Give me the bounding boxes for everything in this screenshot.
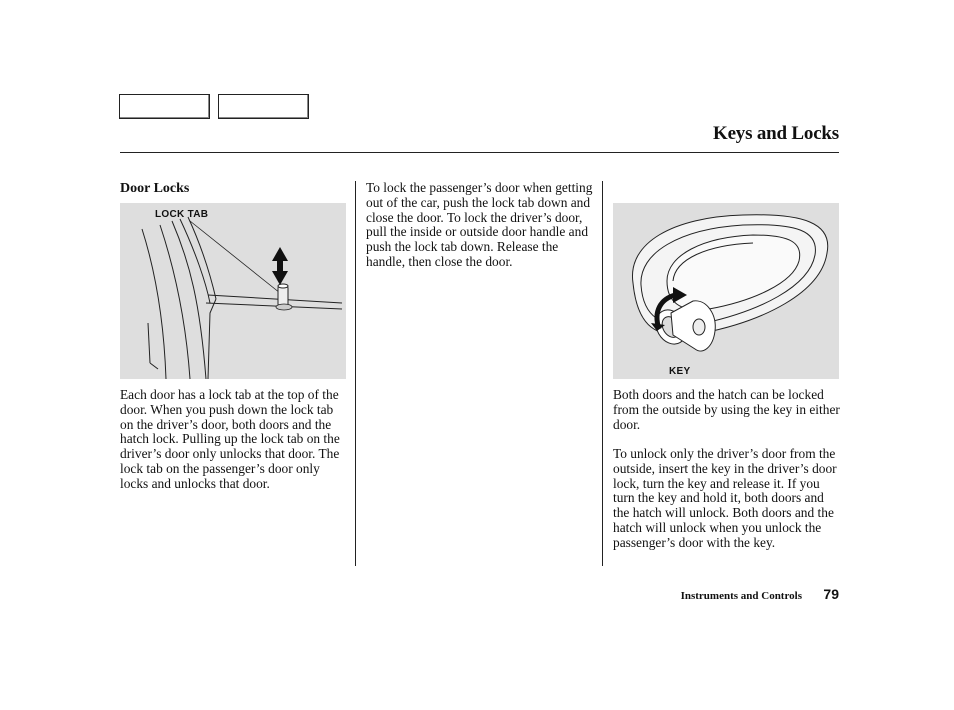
key-label: KEY bbox=[669, 366, 691, 377]
paragraph-lock-passenger-door: To lock the passenger’s door when getting out of the car, push the lock tab down and close the door. To lock the driver’s door, pull the inside or outside door handle and push the lock tab down. Release the handle, then close the door. bbox=[366, 180, 593, 269]
lock-tab-knob bbox=[276, 284, 292, 310]
section-heading: Door Locks bbox=[120, 181, 190, 196]
key-lock-illustration bbox=[613, 203, 839, 379]
paragraph-key-locking: Both doors and the hatch can be locked from the outside by using the key in either door. bbox=[613, 387, 840, 432]
door-lock-tab-drawing bbox=[120, 203, 346, 379]
paragraph-lock-tab: Each door has a lock tab at the top of the door. When you push down the lock tab on the driver’s door, both doors and the hatch lock. Pulling up the lock tab on the driver’s door only unlocks that door. The lock tab on the passenger’s door only locks and unlocks that door. bbox=[120, 387, 340, 491]
column-divider-1 bbox=[355, 181, 356, 566]
lock-tab-label: LOCK TAB bbox=[155, 209, 209, 220]
page-number: 79 bbox=[823, 586, 839, 602]
lock-tab-illustration bbox=[120, 203, 346, 379]
nav-button-next[interactable] bbox=[218, 94, 309, 119]
page-title: Keys and Locks bbox=[712, 123, 839, 144]
nav-button-previous[interactable] bbox=[119, 94, 210, 119]
up-down-arrow-icon bbox=[272, 247, 288, 285]
header-rule bbox=[120, 152, 839, 153]
footer-section-title: Instruments and Controls bbox=[680, 590, 802, 602]
door-handle-key-drawing bbox=[613, 203, 839, 379]
paragraph-unlock-driver-door: To unlock only the driver’s door from the outside, insert the key in the driver’s door lock, turn the key and release it. If you turn the key and hold it, both doors and the hatch will unlock. Both doors and the hatch will unlock when you unlock the passenger’s door with the key. bbox=[613, 446, 837, 550]
column-divider-2 bbox=[602, 181, 603, 566]
